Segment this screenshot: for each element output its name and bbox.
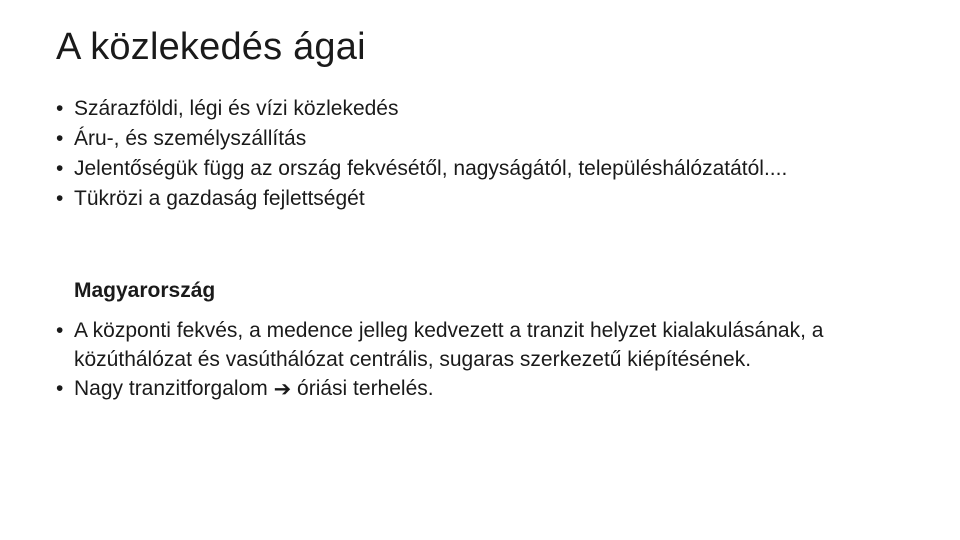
list-item	[56, 374, 834, 403]
list-item-text-before-arrow: Nagy tranzitforgalom	[74, 377, 274, 400]
bullet-icon: •	[56, 97, 64, 120]
list-item-text-after-arrow: óriási terhelés.	[291, 377, 434, 400]
list-item	[56, 154, 936, 184]
list-item-text: Jelentőségük függ az ország fekvésétől, nagyságától, településhálózatától....	[74, 157, 788, 180]
list-item	[56, 124, 936, 154]
list-item-text: Szárazföldi, légi és vízi közlekedés	[74, 97, 399, 120]
hungary-bullet-list	[56, 316, 936, 403]
list-item-text: Tükrözi a gazdaság fejlettségét	[74, 187, 365, 210]
section-heading: Magyarország	[74, 279, 216, 302]
right-arrow-icon: ➔	[273, 378, 292, 401]
list-item-text: Áru-, és személyszállítás	[74, 127, 307, 150]
slide-title: A közlekedés ágai	[56, 26, 366, 68]
topic-bullet-list	[56, 94, 936, 214]
bullet-icon: •	[56, 157, 64, 180]
bullet-icon: •	[56, 377, 64, 400]
bullet-icon: •	[56, 127, 64, 150]
list-item	[56, 316, 834, 374]
list-item-text: A központi fekvés, a medence jelleg kedvezett a tranzit helyzet kialakulásának, a közúthálózat és vasúthálózat centrális, sugaras szerkezetű kiépítésének.	[74, 319, 824, 371]
list-item	[56, 184, 936, 214]
bullet-icon: •	[56, 319, 64, 342]
list-item	[56, 94, 936, 124]
bullet-icon: •	[56, 187, 64, 210]
